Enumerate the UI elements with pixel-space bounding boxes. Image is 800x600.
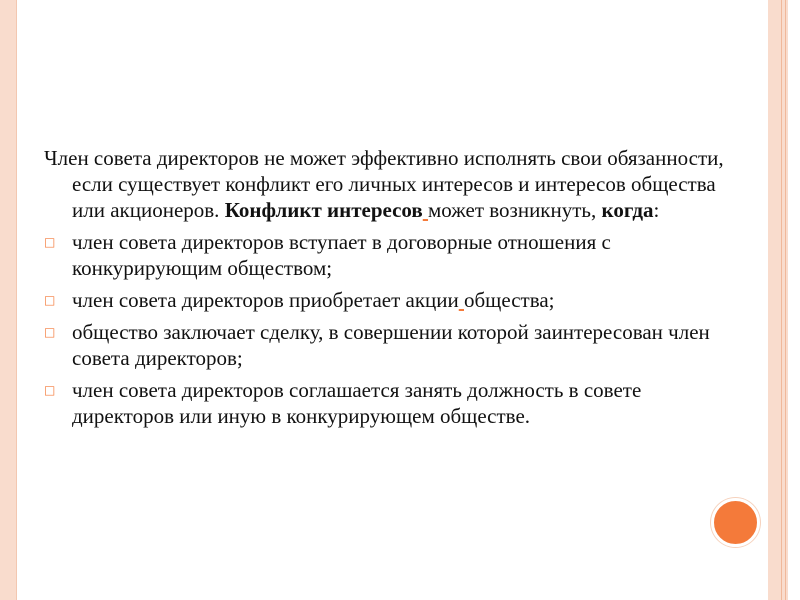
right-decorative-line-inner <box>785 0 786 600</box>
intro-text: Член совета директоров не может эффективно исполнять свои обязанности, если существует конфликт его личных интересов и интересов общества или акционеров. <box>44 146 724 222</box>
hollow-square-bullet-icon: □ <box>44 383 56 397</box>
hollow-square-bullet-icon: □ <box>44 293 56 307</box>
hollow-square-bullet-icon: □ <box>44 325 56 339</box>
list-item <box>44 229 734 281</box>
list-item <box>44 377 734 429</box>
right-decorative-line-outer <box>781 0 782 600</box>
orange-circle-ornament <box>711 498 760 547</box>
list-item <box>44 287 734 313</box>
list-item-text: общество заключает сделку, в совершении которой заинтересован член совета директоров; <box>72 320 710 370</box>
intro-middle-text: может возникнуть, <box>428 198 597 222</box>
bullet-list <box>44 229 734 429</box>
list-item-text-tail: общества; <box>464 288 555 312</box>
intro-paragraph <box>44 145 734 223</box>
list-item <box>44 319 734 371</box>
intro-colon: : <box>653 198 660 222</box>
intro-bold-term: Конфликт интересов <box>224 198 423 222</box>
intro-bold-when: когда <box>601 198 654 222</box>
left-decorative-bar <box>0 0 16 600</box>
slide-content <box>44 145 734 435</box>
list-item-text: член совета директоров вступает в договорные отношения с конкурирующим обществом; <box>72 230 611 280</box>
list-item-text: член совета директоров соглашается занять должность в совете директоров или иную в конкурирующем обществе. <box>72 378 642 428</box>
list-item-text: член совета директоров приобретает акции <box>72 288 459 312</box>
left-decorative-line <box>16 0 17 600</box>
hollow-square-bullet-icon: □ <box>44 235 56 249</box>
